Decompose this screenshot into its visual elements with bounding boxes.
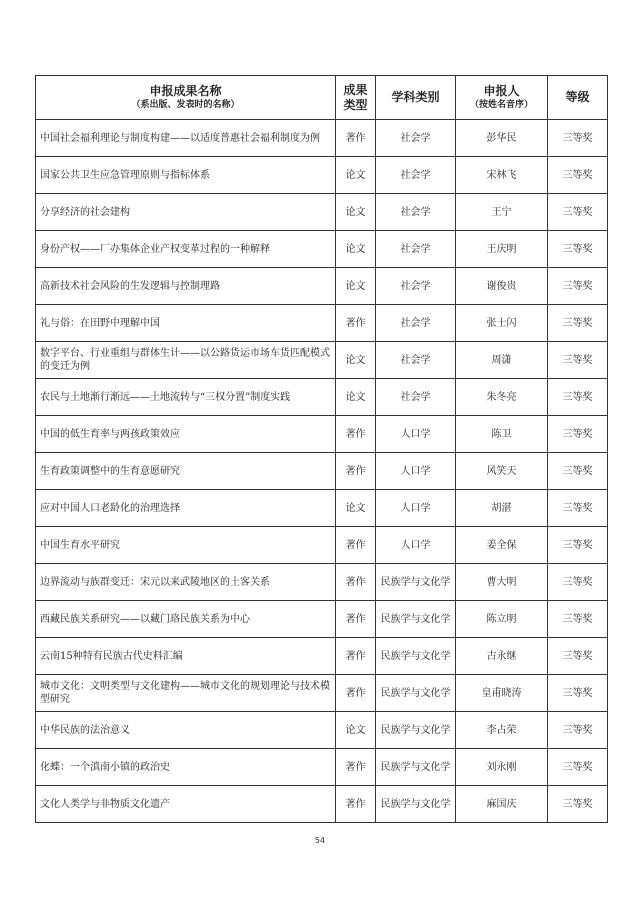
cell-type: 论文 (336, 157, 376, 194)
table-row (36, 712, 608, 749)
cell-grade: 三等奖 (548, 120, 608, 157)
cell-applicant: 王宁 (456, 194, 548, 231)
table-row (36, 527, 608, 564)
cell-grade: 三等奖 (548, 379, 608, 416)
cell-type: 论文 (336, 342, 376, 379)
cell-title: 边界流动与族群变迁：宋元以来武陵地区的土客关系 (36, 564, 336, 601)
cell-applicant: 刘永刚 (456, 749, 548, 786)
cell-type: 著作 (336, 416, 376, 453)
awards-table (35, 75, 608, 823)
cell-applicant: 风笑天 (456, 453, 548, 490)
cell-title: 西藏民族关系研究——以藏门珞民族关系为中心 (36, 601, 336, 638)
header-applicant-main: 申报人 (483, 84, 520, 98)
cell-type: 著作 (336, 601, 376, 638)
cell-title: 中国社会福利理论与制度构建——以适度普惠社会福利制度为例 (36, 120, 336, 157)
cell-applicant: 宋林飞 (456, 157, 548, 194)
cell-grade: 三等奖 (548, 786, 608, 823)
table-row (36, 675, 608, 712)
header-type-line2: 类型 (343, 97, 368, 112)
table-header-row (36, 76, 608, 120)
cell-title: 数字平台、行业重组与群体生计——以公路货运市场车货匹配模式的变迁为例 (36, 342, 336, 379)
cell-type: 著作 (336, 749, 376, 786)
cell-applicant: 王庆明 (456, 231, 548, 268)
cell-title: 应对中国人口老龄化的治理选择 (36, 490, 336, 527)
cell-type: 著作 (336, 638, 376, 675)
cell-subject: 人口学 (376, 527, 456, 564)
table-row (36, 194, 608, 231)
cell-type: 著作 (336, 305, 376, 342)
cell-grade: 三等奖 (548, 342, 608, 379)
table-body (36, 120, 608, 823)
cell-type: 论文 (336, 712, 376, 749)
header-type-line1: 成果 (343, 82, 368, 97)
cell-grade: 三等奖 (548, 712, 608, 749)
cell-grade: 三等奖 (548, 194, 608, 231)
header-title (36, 76, 336, 120)
cell-applicant: 姜全保 (456, 527, 548, 564)
table-row (36, 342, 608, 379)
cell-title: 化蝶：一个滇南小镇的政治史 (36, 749, 336, 786)
cell-title: 中国的低生育率与两孩政策效应 (36, 416, 336, 453)
cell-title: 高新技术社会风险的生发逻辑与控制理路 (36, 268, 336, 305)
table-row (36, 453, 608, 490)
cell-grade: 三等奖 (548, 231, 608, 268)
cell-grade: 三等奖 (548, 157, 608, 194)
cell-applicant: 朱冬亮 (456, 379, 548, 416)
cell-applicant: 彭华民 (456, 120, 548, 157)
cell-subject: 民族学与文化学 (376, 564, 456, 601)
cell-type: 论文 (336, 194, 376, 231)
cell-applicant: 胡湛 (456, 490, 548, 527)
cell-grade: 三等奖 (548, 749, 608, 786)
cell-title: 中华民族的法治意义 (36, 712, 336, 749)
cell-title: 分享经济的社会建构 (36, 194, 336, 231)
table-row (36, 120, 608, 157)
cell-grade: 三等奖 (548, 490, 608, 527)
cell-type: 著作 (336, 786, 376, 823)
cell-subject: 人口学 (376, 490, 456, 527)
cell-grade: 三等奖 (548, 527, 608, 564)
cell-subject: 社会学 (376, 120, 456, 157)
cell-type: 论文 (336, 268, 376, 305)
cell-grade: 三等奖 (548, 453, 608, 490)
cell-type: 著作 (336, 675, 376, 712)
cell-type: 著作 (336, 564, 376, 601)
cell-type: 论文 (336, 490, 376, 527)
cell-type: 论文 (336, 231, 376, 268)
cell-title: 国家公共卫生应急管理原则与指标体系 (36, 157, 336, 194)
cell-subject: 社会学 (376, 379, 456, 416)
table-row (36, 638, 608, 675)
header-subject (376, 76, 456, 120)
cell-subject: 民族学与文化学 (376, 749, 456, 786)
cell-subject: 民族学与文化学 (376, 601, 456, 638)
cell-subject: 社会学 (376, 194, 456, 231)
cell-applicant: 皇甫晓涛 (456, 675, 548, 712)
header-grade (548, 76, 608, 120)
cell-grade: 三等奖 (548, 564, 608, 601)
table-row (36, 749, 608, 786)
cell-subject: 民族学与文化学 (376, 712, 456, 749)
cell-subject: 民族学与文化学 (376, 786, 456, 823)
cell-subject: 民族学与文化学 (376, 638, 456, 675)
table-row (36, 416, 608, 453)
cell-applicant: 陈卫 (456, 416, 548, 453)
cell-applicant: 陈立明 (456, 601, 548, 638)
cell-subject: 社会学 (376, 231, 456, 268)
cell-applicant: 麻国庆 (456, 786, 548, 823)
cell-subject: 社会学 (376, 305, 456, 342)
cell-subject: 社会学 (376, 268, 456, 305)
cell-subject: 人口学 (376, 416, 456, 453)
cell-subject: 民族学与文化学 (376, 675, 456, 712)
table-row (36, 305, 608, 342)
header-applicant (456, 76, 548, 120)
table-row (36, 231, 608, 268)
cell-title: 生育政策调整中的生育意愿研究 (36, 453, 336, 490)
table-row (36, 268, 608, 305)
header-applicant-sub: （按姓名音序） (469, 100, 533, 110)
cell-title: 文化人类学与非物质文化遗产 (36, 786, 336, 823)
cell-title: 礼与俗：在田野中理解中国 (36, 305, 336, 342)
cell-subject: 社会学 (376, 157, 456, 194)
cell-title: 云南15种特有民族古代史料汇编 (36, 638, 336, 675)
cell-type: 著作 (336, 527, 376, 564)
cell-applicant: 曹大明 (456, 564, 548, 601)
cell-subject: 社会学 (376, 342, 456, 379)
header-type (336, 76, 376, 120)
cell-applicant: 谢俊贵 (456, 268, 548, 305)
table-row (36, 601, 608, 638)
cell-title: 身份产权——厂办集体企业产权变革过程的一种解释 (36, 231, 336, 268)
table-row (36, 379, 608, 416)
cell-type: 著作 (336, 453, 376, 490)
cell-applicant: 李占荣 (456, 712, 548, 749)
cell-applicant: 古永继 (456, 638, 548, 675)
cell-title: 农民与土地渐行渐远——土地流转与“三权分置”制度实践 (36, 379, 336, 416)
cell-title: 城市文化：文明类型与文化建构——城市文化的规划理论与技术模型研究 (36, 675, 336, 712)
cell-subject: 人口学 (376, 453, 456, 490)
cell-grade: 三等奖 (548, 601, 608, 638)
cell-type: 论文 (336, 379, 376, 416)
table-row (36, 490, 608, 527)
page-number: 54 (314, 836, 326, 845)
cell-title: 中国生育水平研究 (36, 527, 336, 564)
cell-grade: 三等奖 (548, 416, 608, 453)
table-row (36, 786, 608, 823)
cell-type: 著作 (336, 120, 376, 157)
cell-applicant: 周潇 (456, 342, 548, 379)
header-title-main: 申报成果名称 (149, 84, 222, 98)
header-grade-label: 等级 (565, 90, 590, 104)
cell-grade: 三等奖 (548, 305, 608, 342)
cell-applicant: 张士闪 (456, 305, 548, 342)
header-subject-label: 学科类别 (391, 90, 440, 104)
table-row (36, 157, 608, 194)
cell-grade: 三等奖 (548, 268, 608, 305)
cell-grade: 三等奖 (548, 638, 608, 675)
table-row (36, 564, 608, 601)
header-title-sub: （系出版、发表时的名称） (131, 100, 240, 110)
cell-grade: 三等奖 (548, 675, 608, 712)
